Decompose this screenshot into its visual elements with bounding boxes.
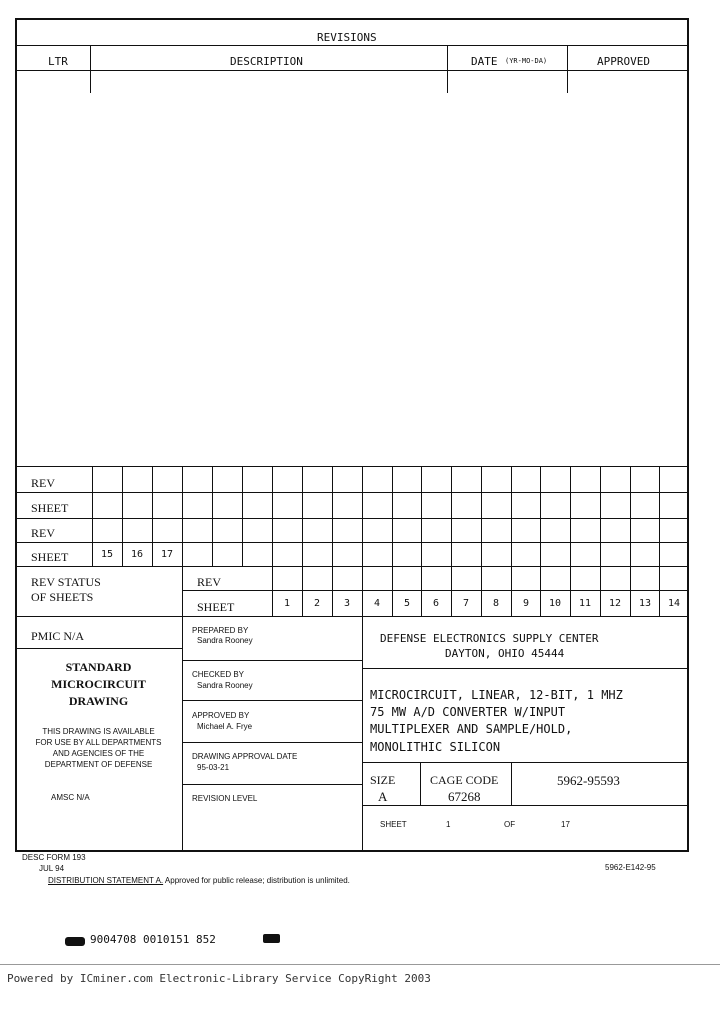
status-sheet-14: 14 xyxy=(667,598,681,609)
barcode-mark-left xyxy=(65,937,85,946)
of-value: 17 xyxy=(561,820,570,829)
revisions-title: REVISIONS xyxy=(317,31,377,44)
status-sheet-7: 7 xyxy=(462,598,470,609)
rev-status-label-1: REV STATUS xyxy=(31,575,101,589)
distribution-statement xyxy=(48,876,350,885)
approval-date-label: DRAWING APPROVAL DATE xyxy=(192,752,298,761)
form-code: 5962-E142-95 xyxy=(605,863,656,872)
revisions-approved-header: APPROVED xyxy=(597,55,650,68)
standard-title-1: STANDARD xyxy=(65,660,132,674)
distribution-label: DISTRIBUTION STATEMENT A. xyxy=(48,876,164,885)
barcode-text: 9004708 0010151 852 xyxy=(90,933,216,946)
form-date: JUL 94 xyxy=(39,864,65,873)
size-label: SIZE xyxy=(370,773,396,787)
sheet-number-15: 15 xyxy=(100,549,114,560)
sheet-number-16: 16 xyxy=(130,549,144,560)
status-sheet-9: 9 xyxy=(522,598,530,609)
standard-title-3: DRAWING xyxy=(68,694,129,708)
status-sheet-8: 8 xyxy=(492,598,500,609)
rev-row1-label: REV xyxy=(31,476,55,490)
revisions-date-header: DATE xyxy=(471,55,498,68)
powered-by-notice: Powered by ICminer.com Electronic-Library Service CopyRight 2003 xyxy=(7,972,431,985)
standard-title-2: MICROCIRCUIT xyxy=(51,677,146,691)
pmic-label: PMIC N/A xyxy=(31,629,85,643)
status-sheet-3: 3 xyxy=(343,598,351,609)
status-sheet-4: 4 xyxy=(373,598,381,609)
amsc-label: AMSC N/A xyxy=(51,793,90,802)
prepared-by-label: PREPARED BY xyxy=(192,626,249,635)
availability-notice-4: DEPARTMENT OF DEFENSE xyxy=(44,760,153,769)
availability-notice-1: THIS DRAWING IS AVAILABLE xyxy=(42,727,155,736)
approved-by-name: Michael A. Frye xyxy=(197,722,253,731)
sheet-label: SHEET xyxy=(380,820,407,829)
checked-by-name: Sandra Rooney xyxy=(197,681,253,690)
status-sheet-13: 13 xyxy=(638,598,652,609)
title-line-2: 75 MW A/D CONVERTER W/INPUT xyxy=(370,705,566,719)
drawing-number: 5962-95593 xyxy=(557,773,620,788)
approved-by-label: APPROVED BY xyxy=(192,711,250,720)
status-sheet-5: 5 xyxy=(403,598,411,609)
cage-code-label: CAGE CODE xyxy=(430,773,499,787)
rev-status-sheet-label: SHEET xyxy=(197,600,235,614)
prepared-by-name: Sandra Rooney xyxy=(197,636,253,645)
revision-level-label: REVISION LEVEL xyxy=(192,794,258,803)
revisions-description-header: DESCRIPTION xyxy=(230,55,303,68)
of-label: OF xyxy=(504,820,516,829)
status-sheet-12: 12 xyxy=(608,598,622,609)
barcode-mark-right xyxy=(263,934,280,943)
status-sheet-1: 1 xyxy=(283,598,291,609)
sheet-row2-label: SHEET xyxy=(31,501,69,515)
availability-notice-2: FOR USE BY ALL DEPARTMENTS xyxy=(35,738,162,747)
status-sheet-2: 2 xyxy=(313,598,321,609)
approval-date-value: 95-03-21 xyxy=(197,763,230,772)
revisions-ltr-header: LTR xyxy=(48,55,68,68)
rev-row3-label: REV xyxy=(31,526,55,540)
rev-status-label-2: OF SHEETS xyxy=(31,590,94,604)
agency-name: DEFENSE ELECTRONICS SUPPLY CENTER xyxy=(380,632,599,645)
agency-address: DAYTON, OHIO 45444 xyxy=(445,647,565,660)
status-sheet-10: 10 xyxy=(548,598,562,609)
sheet-row4-label: SHEET xyxy=(31,550,69,564)
availability-notice-3: AND AGENCIES OF THE xyxy=(52,749,145,758)
sheet-number-17: 17 xyxy=(160,549,174,560)
status-sheet-6: 6 xyxy=(432,598,440,609)
sheet-value: 1 xyxy=(446,820,451,829)
title-line-1: MICROCIRCUIT, LINEAR, 12-BIT, 1 MHZ xyxy=(370,688,623,702)
rev-status-rev-label: REV xyxy=(197,575,221,589)
revisions-date-format: (YR-MO-DA) xyxy=(505,57,548,65)
status-sheet-11: 11 xyxy=(578,598,592,609)
checked-by-label: CHECKED BY xyxy=(192,670,245,679)
title-line-4: MONOLITHIC SILICON xyxy=(370,740,501,754)
cage-code-value: 67268 xyxy=(448,789,481,804)
distribution-text: Approved for public release; distribution is unlimited. xyxy=(163,876,350,885)
size-value: A xyxy=(378,789,388,804)
title-line-3: MULTIPLEXER AND SAMPLE/HOLD, xyxy=(370,722,573,736)
form-number: DESC FORM 193 xyxy=(22,853,86,862)
